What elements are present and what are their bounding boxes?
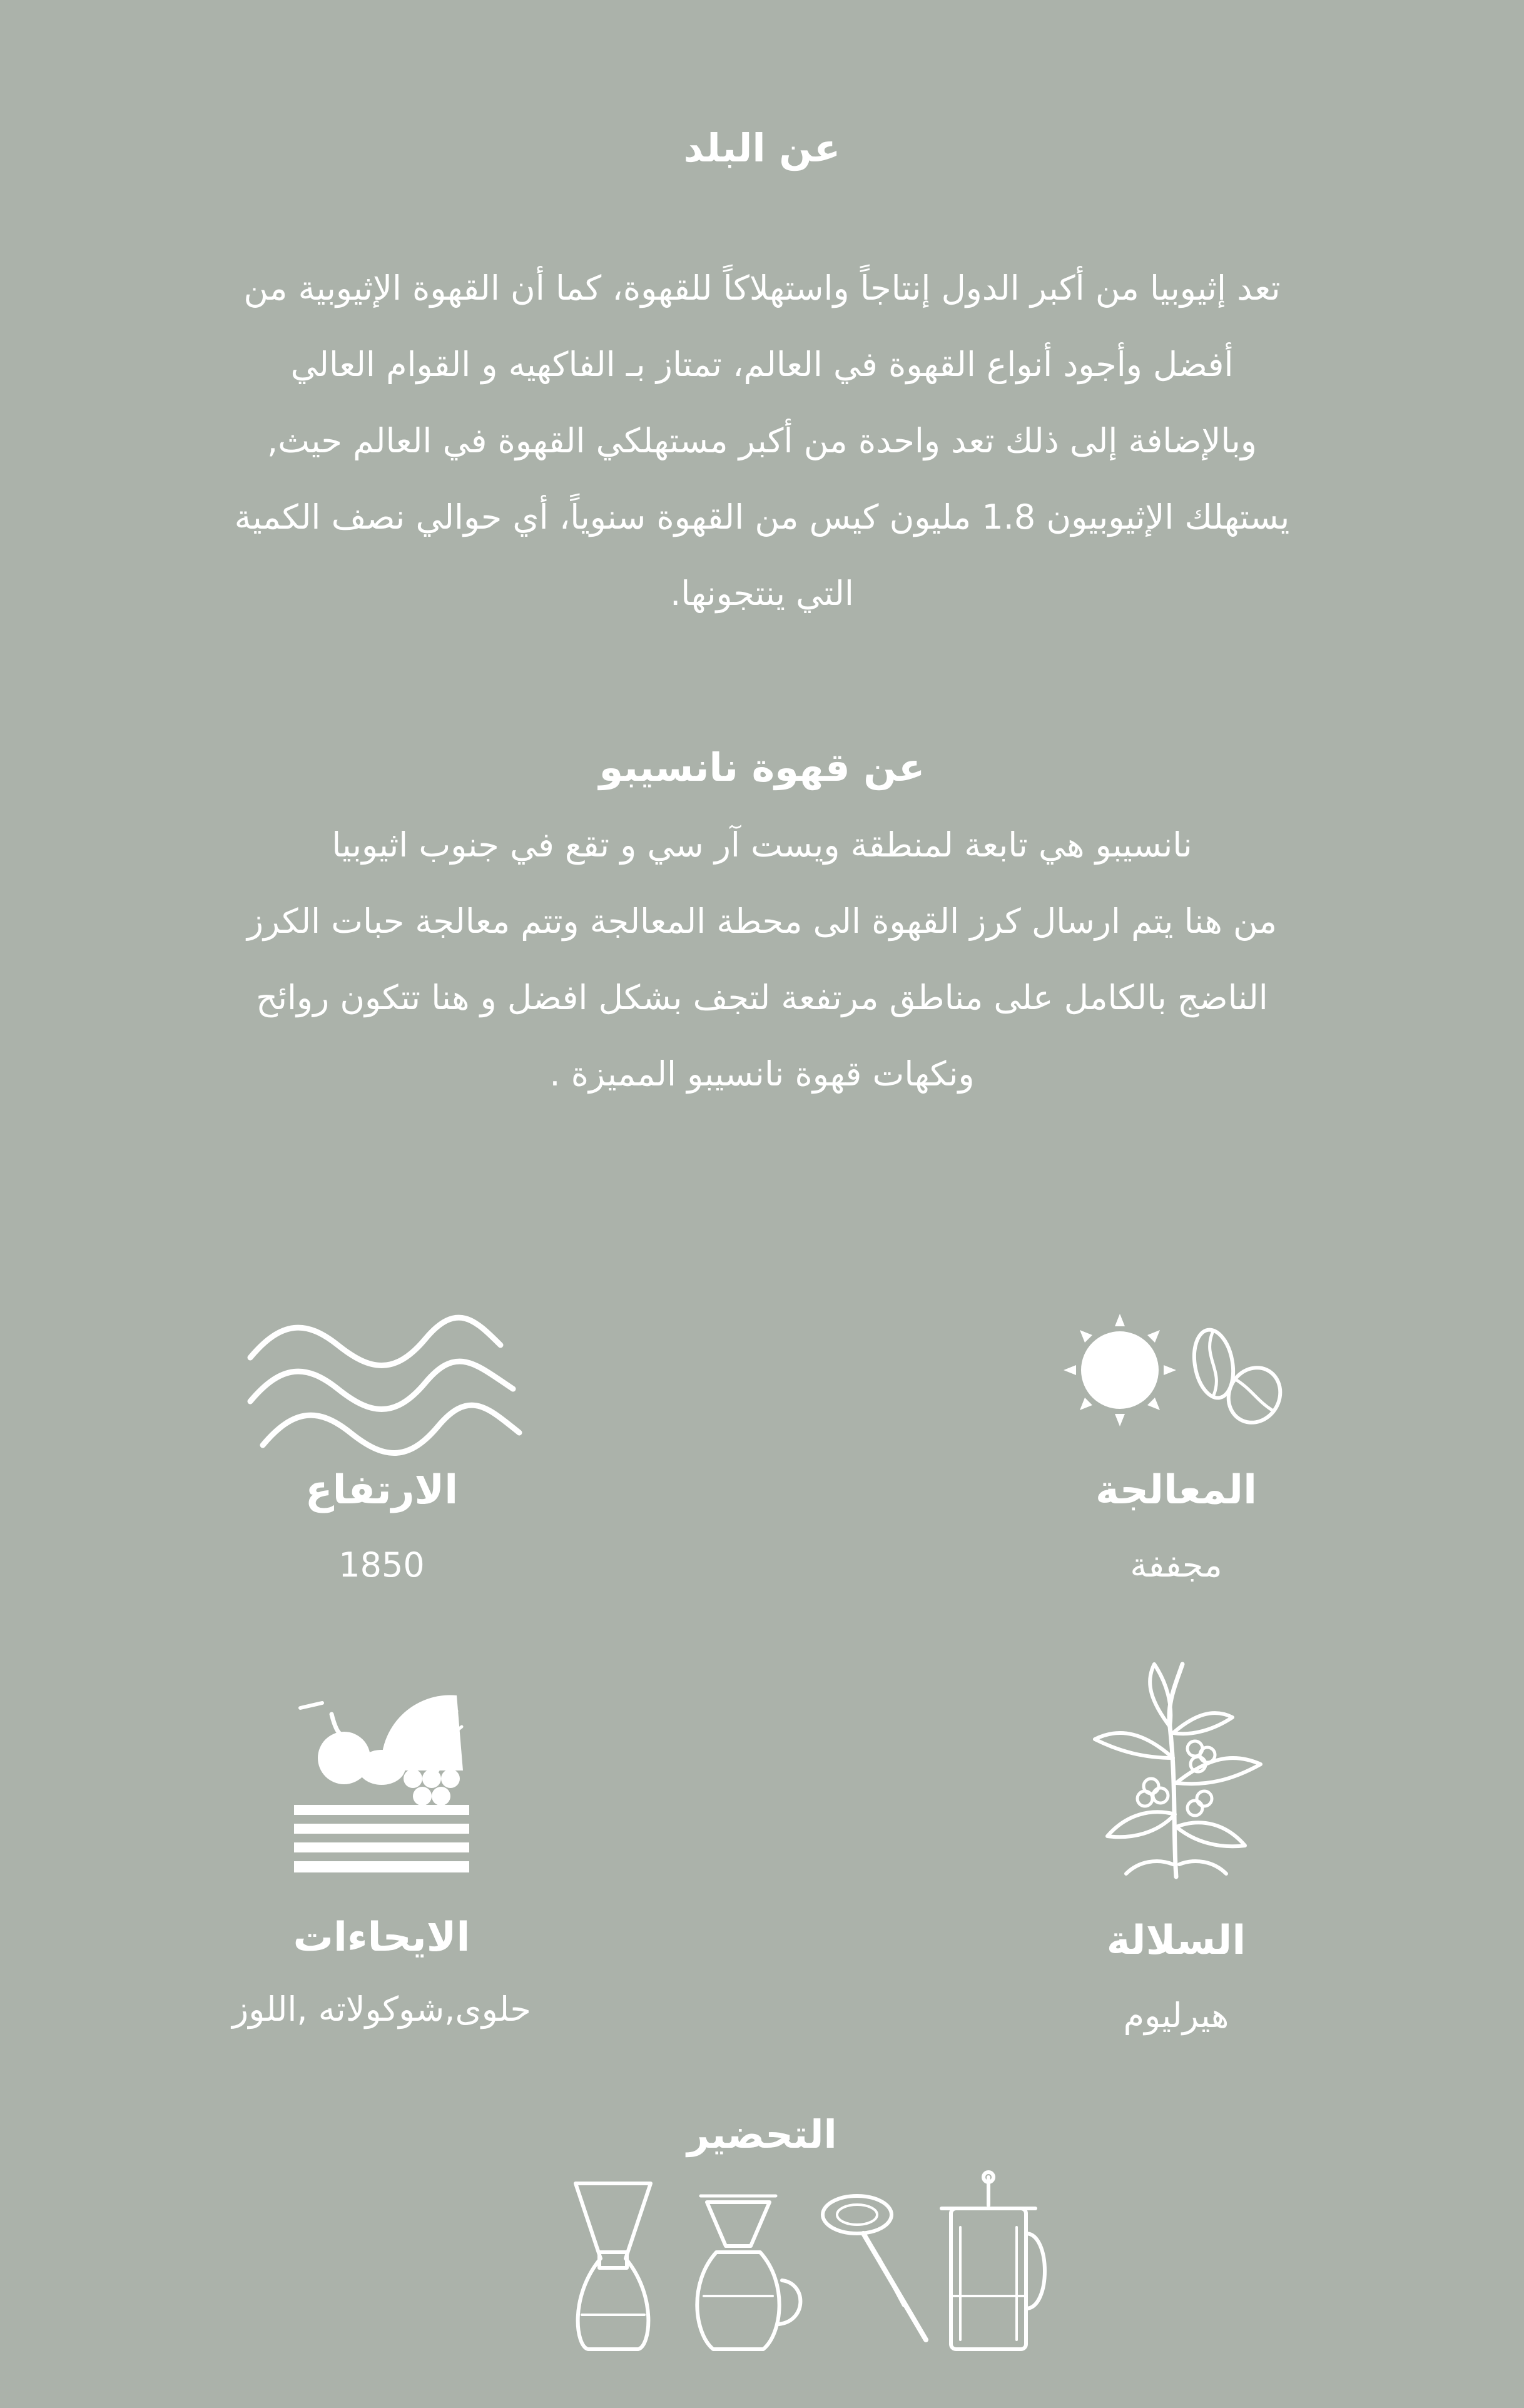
country-line-3: وبالإضافة إلى ذلك تعد واحدة من أكبر مستهلكي القهوة في العالم حيث,: [267, 421, 1257, 460]
waves-icon: [238, 1308, 526, 1464]
altitude-value: 1850: [338, 1545, 425, 1585]
sun-beans-icon: [1057, 1308, 1283, 1433]
v60-icon: [697, 2196, 800, 2349]
french-press-icon: [942, 2172, 1045, 2349]
coffee-line-3: الناضج بالكامل على مناطق مرتفعة لتجف بشكل افضل و هنا تتكون روائح: [256, 978, 1268, 1017]
coffee-heading: عن قهوة نانسيبو: [599, 744, 925, 790]
brewing-methods: [563, 2171, 1064, 2359]
coffee-paragraph: [63, 807, 1461, 1112]
coffee-line-4: ونكهات قهوة نانسيبو المميزة .: [549, 1054, 975, 1094]
espresso-portafilter-icon: [823, 2196, 926, 2340]
processing-label: المعالجة: [1095, 1467, 1257, 1513]
processing-value: مجففة: [1130, 1545, 1222, 1585]
coffee-line-1: نانسيبو هي تابعة لمنطقة ويست آر سي و تقع في جنوب اثيوبيا: [332, 825, 1192, 865]
country-line-5: التي ينتجونها.: [670, 574, 854, 613]
variety-label: السلالة: [1106, 1918, 1246, 1964]
notes-value: حلوى,شوكولاته ,اللوز: [232, 1989, 531, 2029]
variety-value: هيرليوم: [1123, 1996, 1229, 2035]
country-line-2: أفضل وأجود أنواع القهوة في العالم، تمتاز بـ الفاكهيه و القوام العالي: [290, 345, 1234, 384]
altitude-label: الارتفاع: [305, 1467, 459, 1513]
fruit-basket-icon: [288, 1689, 475, 1877]
notes-label: الايحاءات: [293, 1914, 470, 1961]
country-paragraph: [63, 250, 1461, 632]
coffee-line-2: من هنا يتم ارسال كرز القهوة الى محطة المعالجة وتتم معالجة حبات الكرز: [246, 902, 1278, 941]
coffee-plant-icon: [1082, 1658, 1270, 1883]
country-line-1: تعد إثيوبيا من أكبر الدول إنتاجاً واستهلاكاً للقهوة، كما أن القهوة الإثيوبية من: [243, 268, 1281, 308]
chemex-icon: [576, 2183, 651, 2349]
country-line-4: يستهلك الإثيوبيون 1.8 مليون كيس من القهوة سنوياً، أي حوالي نصف الكمية: [234, 497, 1290, 537]
country-heading: عن البلد: [683, 125, 841, 171]
brewing-heading: التحضير: [687, 2111, 837, 2157]
